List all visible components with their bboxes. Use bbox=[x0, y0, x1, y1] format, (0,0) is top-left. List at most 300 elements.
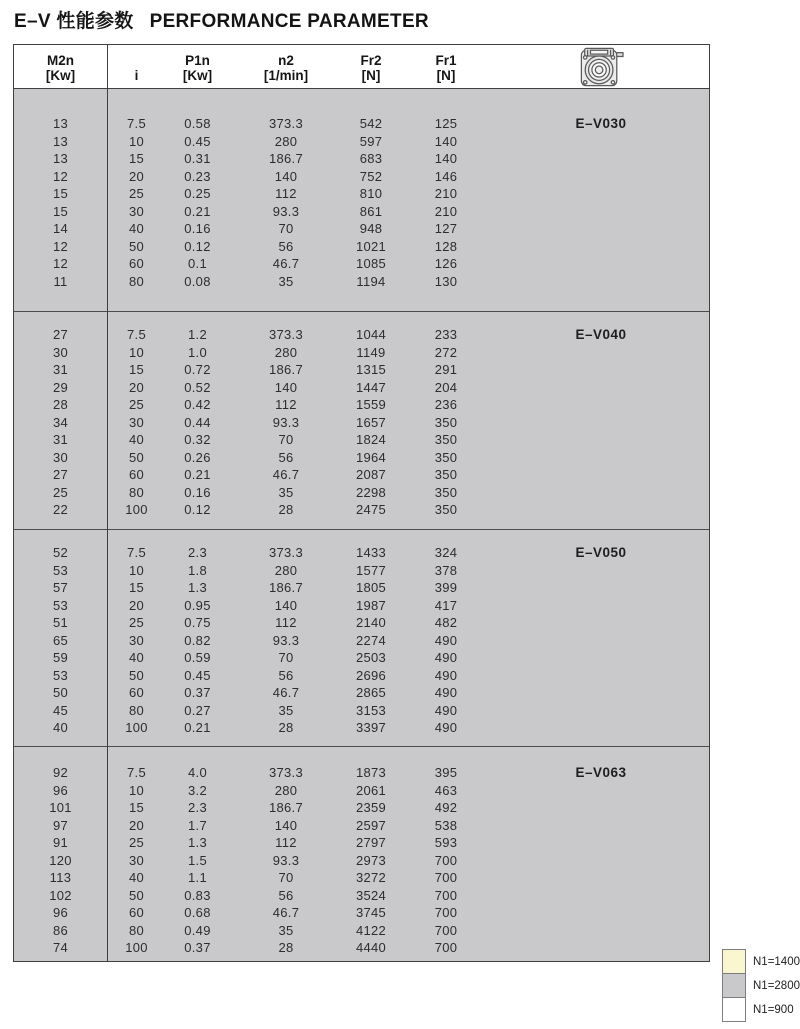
cell-fr1: 146 bbox=[434, 168, 458, 184]
table-row bbox=[14, 185, 709, 203]
col-header-m2n: M2n [Kw] bbox=[45, 53, 76, 83]
model-section bbox=[14, 89, 709, 311]
cell-fr2: 810 bbox=[359, 186, 383, 201]
cell-n2: 46.7 bbox=[272, 256, 300, 271]
cell-m2n: 120 bbox=[49, 852, 72, 868]
cell-i: 30 bbox=[128, 414, 145, 430]
cell-p1n: 1.0 bbox=[188, 344, 207, 360]
cell-m2n: 13 bbox=[52, 133, 69, 149]
cell-i: 7.5 bbox=[127, 116, 146, 131]
cell-n2: 140 bbox=[274, 597, 298, 613]
input-speed-legend bbox=[722, 949, 800, 1022]
cell-fr2: 2696 bbox=[355, 667, 387, 683]
cell-i: 40 bbox=[128, 221, 145, 236]
cell-n2: 56 bbox=[278, 238, 294, 254]
cell-fr2: 2298 bbox=[355, 484, 387, 500]
cell-n2: 112 bbox=[275, 397, 297, 412]
cell-fr1: 700 bbox=[434, 940, 458, 955]
cell-m2n: 97 bbox=[52, 817, 69, 833]
cell-m2n: 12 bbox=[52, 168, 69, 184]
cell-p1n: 0.83 bbox=[184, 887, 211, 903]
cell-p1n: 1.3 bbox=[188, 580, 207, 595]
cell-m2n: 28 bbox=[52, 397, 69, 412]
cell-m2n: 65 bbox=[52, 632, 69, 648]
cell-p1n: 0.45 bbox=[184, 667, 211, 683]
cell-i: 25 bbox=[128, 186, 145, 201]
table-row bbox=[14, 817, 709, 835]
cell-m2n: 57 bbox=[52, 580, 69, 595]
cell-i: 80 bbox=[128, 273, 145, 289]
cell-m2n: 30 bbox=[52, 344, 69, 360]
cell-n2: 35 bbox=[278, 922, 294, 938]
cell-i: 10 bbox=[128, 133, 145, 149]
cell-fr2: 752 bbox=[359, 168, 383, 184]
cell-fr1: 128 bbox=[434, 238, 458, 254]
cell-m2n: 27 bbox=[52, 467, 69, 482]
cell-fr2: 1577 bbox=[355, 562, 387, 578]
cell-fr1: 350 bbox=[434, 414, 458, 430]
cell-n2: 28 bbox=[278, 940, 294, 955]
cell-i: 25 bbox=[128, 615, 145, 630]
cell-n2: 56 bbox=[278, 667, 294, 683]
col-header-p1n: P1n [Kw] bbox=[182, 53, 213, 83]
cell-fr1: 125 bbox=[434, 116, 458, 131]
cell-fr2: 1149 bbox=[356, 344, 386, 360]
page-title bbox=[14, 6, 429, 33]
cell-i: 30 bbox=[128, 203, 145, 219]
cell-m2n: 45 bbox=[52, 702, 69, 718]
cell-i: 10 bbox=[128, 782, 145, 798]
cell-fr1: 204 bbox=[434, 379, 458, 395]
cell-n2: 35 bbox=[278, 484, 294, 500]
cell-fr2: 2140 bbox=[355, 615, 387, 630]
cell-fr2: 4440 bbox=[355, 940, 387, 955]
legend-item bbox=[722, 997, 800, 1022]
cell-m2n: 92 bbox=[52, 765, 69, 780]
cell-fr1: 350 bbox=[434, 432, 458, 447]
cell-p1n: 0.21 bbox=[184, 203, 211, 219]
cell-m2n: 13 bbox=[52, 151, 69, 166]
table-row bbox=[14, 834, 709, 852]
cell-fr2: 948 bbox=[359, 221, 383, 236]
cell-p1n: 1.3 bbox=[188, 835, 207, 850]
cell-n2: 186.7 bbox=[268, 362, 304, 377]
cell-p1n: 1.7 bbox=[188, 817, 207, 833]
cell-i: 20 bbox=[128, 168, 145, 184]
cell-fr2: 3272 bbox=[355, 870, 387, 885]
cell-m2n: 91 bbox=[52, 835, 69, 850]
cell-p1n: 0.21 bbox=[184, 720, 211, 735]
cell-p1n: 0.75 bbox=[184, 615, 211, 630]
cell-n2: 112 bbox=[275, 186, 297, 201]
cell-i: 60 bbox=[128, 905, 145, 920]
cell-fr1: 700 bbox=[434, 852, 458, 868]
cell-p1n: 4.0 bbox=[188, 765, 207, 780]
table-row bbox=[14, 379, 709, 397]
cell-m2n: 11 bbox=[53, 273, 68, 289]
cell-fr2: 2475 bbox=[355, 502, 387, 517]
cell-i: 100 bbox=[125, 940, 148, 955]
cell-p1n: 0.82 bbox=[184, 632, 211, 648]
cell-m2n: 12 bbox=[52, 238, 69, 254]
cell-n2: 46.7 bbox=[272, 905, 300, 920]
cell-fr2: 1194 bbox=[356, 273, 386, 289]
cell-fr1: 700 bbox=[434, 870, 458, 885]
cell-m2n: 13 bbox=[52, 116, 69, 131]
cell-p1n: 0.49 bbox=[184, 922, 211, 938]
cell-n2: 46.7 bbox=[272, 467, 300, 482]
cell-fr1: 700 bbox=[434, 905, 458, 920]
cell-i: 20 bbox=[128, 597, 145, 613]
cell-fr2: 597 bbox=[359, 133, 383, 149]
cell-p1n: 2.3 bbox=[188, 545, 207, 560]
cell-fr2: 1315 bbox=[355, 362, 387, 377]
cell-fr2: 3745 bbox=[355, 905, 387, 920]
cell-i: 7.5 bbox=[127, 545, 146, 560]
cell-fr2: 4122 bbox=[355, 922, 387, 938]
performance-table bbox=[13, 44, 710, 962]
cell-p1n: 1.1 bbox=[188, 870, 207, 885]
cell-p1n: 0.27 bbox=[184, 702, 211, 718]
cell-p1n: 0.37 bbox=[184, 940, 211, 955]
cell-fr1: 490 bbox=[434, 667, 458, 683]
cell-n2: 28 bbox=[278, 720, 294, 735]
cell-p1n: 0.16 bbox=[184, 221, 211, 236]
cell-n2: 56 bbox=[278, 887, 294, 903]
table-row bbox=[14, 344, 709, 362]
column-divider-line bbox=[107, 45, 108, 961]
cell-fr2: 1964 bbox=[355, 449, 387, 465]
cell-fr2: 1559 bbox=[355, 397, 387, 412]
cell-p1n: 0.12 bbox=[184, 502, 211, 517]
table-row bbox=[14, 632, 709, 650]
cell-n2: 112 bbox=[275, 615, 297, 630]
cell-i: 60 bbox=[128, 467, 145, 482]
model-section bbox=[14, 529, 709, 746]
cell-fr1: 490 bbox=[434, 685, 458, 700]
table-header-row bbox=[14, 45, 709, 89]
cell-fr2: 2865 bbox=[355, 685, 387, 700]
cell-p1n: 0.1 bbox=[188, 256, 207, 271]
cell-fr2: 3153 bbox=[355, 702, 387, 718]
table-row bbox=[14, 414, 709, 432]
cell-i: 25 bbox=[128, 835, 145, 850]
cell-i: 80 bbox=[128, 702, 145, 718]
cell-fr1: 140 bbox=[434, 133, 458, 149]
table-row bbox=[14, 361, 709, 379]
cell-i: 15 bbox=[128, 362, 145, 377]
cell-fr1: 490 bbox=[434, 720, 458, 735]
table-row bbox=[14, 562, 709, 580]
cell-fr1: 324 bbox=[434, 545, 458, 560]
table-row bbox=[14, 484, 709, 502]
cell-p1n: 0.12 bbox=[184, 238, 211, 254]
table-row bbox=[14, 887, 709, 905]
cell-fr2: 1044 bbox=[355, 327, 387, 342]
legend-label: N1=900 bbox=[753, 1003, 794, 1016]
cell-p1n: 2.3 bbox=[188, 800, 207, 815]
cell-fr1: 233 bbox=[434, 327, 458, 342]
page-title-en: PERFORMANCE PARAMETER bbox=[149, 11, 429, 32]
cell-n2: 35 bbox=[278, 273, 294, 289]
cell-m2n: 53 bbox=[52, 597, 69, 613]
cell-fr1: 399 bbox=[434, 580, 458, 595]
cell-m2n: 15 bbox=[52, 203, 69, 219]
cell-n2: 46.7 bbox=[272, 685, 300, 700]
cell-n2: 280 bbox=[274, 133, 298, 149]
table-row bbox=[14, 799, 709, 817]
cell-i: 40 bbox=[128, 870, 145, 885]
cell-i: 50 bbox=[128, 238, 145, 254]
cell-p1n: 1.8 bbox=[188, 562, 207, 578]
cell-fr1: 378 bbox=[434, 562, 458, 578]
cell-fr2: 1824 bbox=[355, 432, 387, 447]
table-row bbox=[14, 396, 709, 414]
cell-i: 30 bbox=[128, 852, 145, 868]
cell-n2: 140 bbox=[274, 817, 298, 833]
cell-n2: 35 bbox=[278, 702, 294, 718]
cell-fr1: 492 bbox=[434, 800, 458, 815]
cell-n2: 70 bbox=[278, 870, 294, 885]
cell-fr1: 350 bbox=[434, 449, 458, 465]
legend-swatch bbox=[722, 949, 746, 974]
cell-p1n: 0.26 bbox=[184, 449, 211, 465]
model-label: E–V030 bbox=[575, 116, 627, 131]
model-label: E–V050 bbox=[575, 545, 627, 560]
cell-i: 7.5 bbox=[127, 327, 146, 342]
cell-p1n: 1.5 bbox=[188, 852, 207, 868]
cell-m2n: 31 bbox=[52, 362, 69, 377]
table-row bbox=[14, 273, 709, 291]
table-body bbox=[14, 89, 709, 963]
cell-n2: 280 bbox=[274, 782, 298, 798]
cell-fr1: 350 bbox=[434, 484, 458, 500]
cell-n2: 186.7 bbox=[268, 580, 304, 595]
cell-fr2: 683 bbox=[359, 151, 383, 166]
cell-m2n: 30 bbox=[52, 449, 69, 465]
cell-i: 50 bbox=[128, 667, 145, 683]
cell-m2n: 34 bbox=[52, 414, 69, 430]
cell-i: 40 bbox=[128, 432, 145, 447]
cell-n2: 373.3 bbox=[268, 327, 304, 342]
cell-fr1: 210 bbox=[434, 203, 458, 219]
cell-n2: 140 bbox=[274, 168, 298, 184]
cell-n2: 56 bbox=[278, 449, 294, 465]
cell-p1n: 0.95 bbox=[184, 597, 211, 613]
cell-n2: 70 bbox=[278, 221, 294, 236]
cell-fr2: 542 bbox=[359, 116, 383, 131]
cell-i: 50 bbox=[128, 449, 145, 465]
cell-fr2: 2359 bbox=[355, 800, 387, 815]
cell-m2n: 101 bbox=[49, 800, 72, 815]
legend-swatch bbox=[722, 997, 746, 1022]
col-header-fr2: Fr2 [N] bbox=[360, 53, 382, 83]
cell-fr1: 417 bbox=[434, 597, 458, 613]
cell-p1n: 0.72 bbox=[184, 362, 211, 377]
table-row bbox=[14, 220, 709, 238]
cell-fr2: 2597 bbox=[355, 817, 387, 833]
table-row bbox=[14, 869, 709, 887]
table-row bbox=[14, 904, 709, 922]
cell-fr2: 1021 bbox=[355, 238, 387, 254]
cell-m2n: 51 bbox=[52, 615, 69, 630]
table-row bbox=[14, 939, 709, 957]
cell-m2n: 102 bbox=[49, 887, 72, 903]
cell-p1n: 0.21 bbox=[184, 467, 211, 482]
cell-i: 10 bbox=[128, 344, 145, 360]
cell-i: 10 bbox=[128, 562, 145, 578]
cell-m2n: 96 bbox=[52, 905, 69, 920]
cell-fr2: 2087 bbox=[355, 467, 387, 482]
cell-n2: 93.3 bbox=[272, 414, 300, 430]
cell-fr2: 2503 bbox=[355, 650, 387, 665]
cell-m2n: 113 bbox=[49, 870, 72, 885]
cell-i: 80 bbox=[128, 922, 145, 938]
col-header-i: i bbox=[134, 68, 139, 83]
cell-n2: 186.7 bbox=[268, 151, 304, 166]
cell-p1n: 0.32 bbox=[184, 432, 211, 447]
cell-fr1: 490 bbox=[434, 632, 458, 648]
cell-n2: 93.3 bbox=[272, 203, 300, 219]
cell-fr1: 490 bbox=[434, 650, 458, 665]
cell-m2n: 59 bbox=[52, 650, 69, 665]
table-row bbox=[14, 649, 709, 667]
cell-n2: 186.7 bbox=[268, 800, 304, 815]
cell-fr1: 127 bbox=[434, 221, 458, 236]
cell-fr1: 291 bbox=[434, 362, 458, 377]
cell-m2n: 25 bbox=[52, 484, 69, 500]
cell-fr2: 1873 bbox=[355, 765, 387, 780]
cell-fr2: 3397 bbox=[355, 720, 387, 735]
legend-item bbox=[722, 949, 800, 974]
cell-i: 50 bbox=[128, 887, 145, 903]
cell-fr2: 1085 bbox=[355, 256, 387, 271]
cell-i: 20 bbox=[128, 817, 145, 833]
cell-i: 7.5 bbox=[127, 765, 146, 780]
cell-fr2: 1987 bbox=[355, 597, 387, 613]
legend-label: N1=2800 bbox=[753, 979, 800, 992]
cell-fr1: 700 bbox=[434, 922, 458, 938]
table-row bbox=[14, 702, 709, 720]
cell-fr1: 700 bbox=[434, 887, 458, 903]
cell-n2: 373.3 bbox=[268, 545, 304, 560]
page-title-zh: E–V 性能参数 bbox=[14, 11, 134, 32]
cell-p1n: 0.37 bbox=[184, 685, 211, 700]
cell-fr1: 126 bbox=[434, 256, 458, 271]
cell-fr1: 272 bbox=[434, 344, 458, 360]
table-row bbox=[14, 168, 709, 186]
cell-p1n: 0.52 bbox=[184, 379, 211, 395]
cell-m2n: 50 bbox=[52, 685, 69, 700]
cell-p1n: 0.23 bbox=[184, 168, 211, 184]
table-row bbox=[14, 238, 709, 256]
table-row bbox=[14, 501, 709, 519]
cell-p1n: 0.42 bbox=[184, 397, 211, 412]
cell-fr1: 463 bbox=[434, 782, 458, 798]
cell-i: 20 bbox=[128, 379, 145, 395]
cell-m2n: 31 bbox=[52, 432, 69, 447]
cell-fr1: 130 bbox=[434, 273, 458, 289]
cell-i: 60 bbox=[128, 256, 145, 271]
table-row bbox=[14, 431, 709, 449]
cell-n2: 140 bbox=[274, 379, 298, 395]
cell-fr2: 1657 bbox=[355, 414, 387, 430]
cell-i: 60 bbox=[128, 685, 145, 700]
cell-i: 80 bbox=[128, 484, 145, 500]
cell-n2: 70 bbox=[278, 432, 294, 447]
cell-m2n: 14 bbox=[52, 221, 69, 236]
legend-item bbox=[722, 973, 800, 998]
cell-n2: 93.3 bbox=[272, 632, 300, 648]
cell-p1n: 0.25 bbox=[184, 186, 211, 201]
cell-fr2: 2797 bbox=[355, 835, 387, 850]
table-row bbox=[14, 579, 709, 597]
cell-fr2: 2973 bbox=[355, 852, 387, 868]
table-row bbox=[14, 684, 709, 702]
cell-i: 15 bbox=[128, 800, 145, 815]
cell-m2n: 52 bbox=[52, 545, 69, 560]
cell-p1n: 0.59 bbox=[184, 650, 211, 665]
gearbox-icon bbox=[493, 45, 709, 88]
model-label: E–V040 bbox=[575, 327, 627, 342]
cell-m2n: 15 bbox=[52, 186, 69, 201]
cell-m2n: 96 bbox=[52, 782, 69, 798]
table-row bbox=[14, 597, 709, 615]
cell-m2n: 53 bbox=[52, 667, 69, 683]
cell-n2: 373.3 bbox=[268, 116, 304, 131]
cell-fr2: 1447 bbox=[355, 379, 387, 395]
table-row bbox=[14, 466, 709, 484]
table-row bbox=[14, 150, 709, 168]
model-label: E–V063 bbox=[575, 765, 627, 780]
table-row bbox=[14, 449, 709, 467]
cell-n2: 280 bbox=[274, 562, 298, 578]
cell-fr1: 482 bbox=[434, 615, 458, 630]
model-section bbox=[14, 311, 709, 529]
table-row bbox=[14, 922, 709, 940]
cell-i: 15 bbox=[128, 151, 145, 166]
table-row bbox=[14, 667, 709, 685]
cell-p1n: 0.58 bbox=[184, 116, 211, 131]
table-row bbox=[14, 614, 709, 632]
table-row bbox=[14, 255, 709, 273]
table-row bbox=[14, 852, 709, 870]
cell-i: 25 bbox=[128, 397, 145, 412]
cell-fr1: 350 bbox=[434, 502, 458, 517]
cell-fr1: 140 bbox=[434, 151, 458, 166]
cell-fr1: 490 bbox=[434, 702, 458, 718]
cell-fr1: 395 bbox=[434, 765, 458, 780]
cell-m2n: 29 bbox=[52, 379, 69, 395]
cell-m2n: 22 bbox=[52, 502, 69, 517]
cell-i: 100 bbox=[125, 502, 148, 517]
cell-p1n: 1.2 bbox=[188, 327, 207, 342]
cell-n2: 112 bbox=[275, 835, 297, 850]
cell-p1n: 3.2 bbox=[188, 782, 207, 798]
cell-fr1: 236 bbox=[434, 397, 458, 412]
cell-fr2: 2061 bbox=[355, 782, 387, 798]
legend-label: N1=1400 bbox=[753, 955, 800, 968]
cell-fr2: 1433 bbox=[355, 545, 387, 560]
cell-m2n: 74 bbox=[52, 940, 69, 955]
table-row bbox=[14, 133, 709, 151]
cell-n2: 373.3 bbox=[268, 765, 304, 780]
col-header-fr1: Fr1 [N] bbox=[435, 53, 457, 83]
cell-p1n: 0.31 bbox=[184, 151, 211, 166]
col-header-n2: n2 [1/min] bbox=[263, 53, 309, 83]
cell-fr2: 2274 bbox=[355, 632, 387, 648]
cell-fr2: 861 bbox=[359, 203, 383, 219]
